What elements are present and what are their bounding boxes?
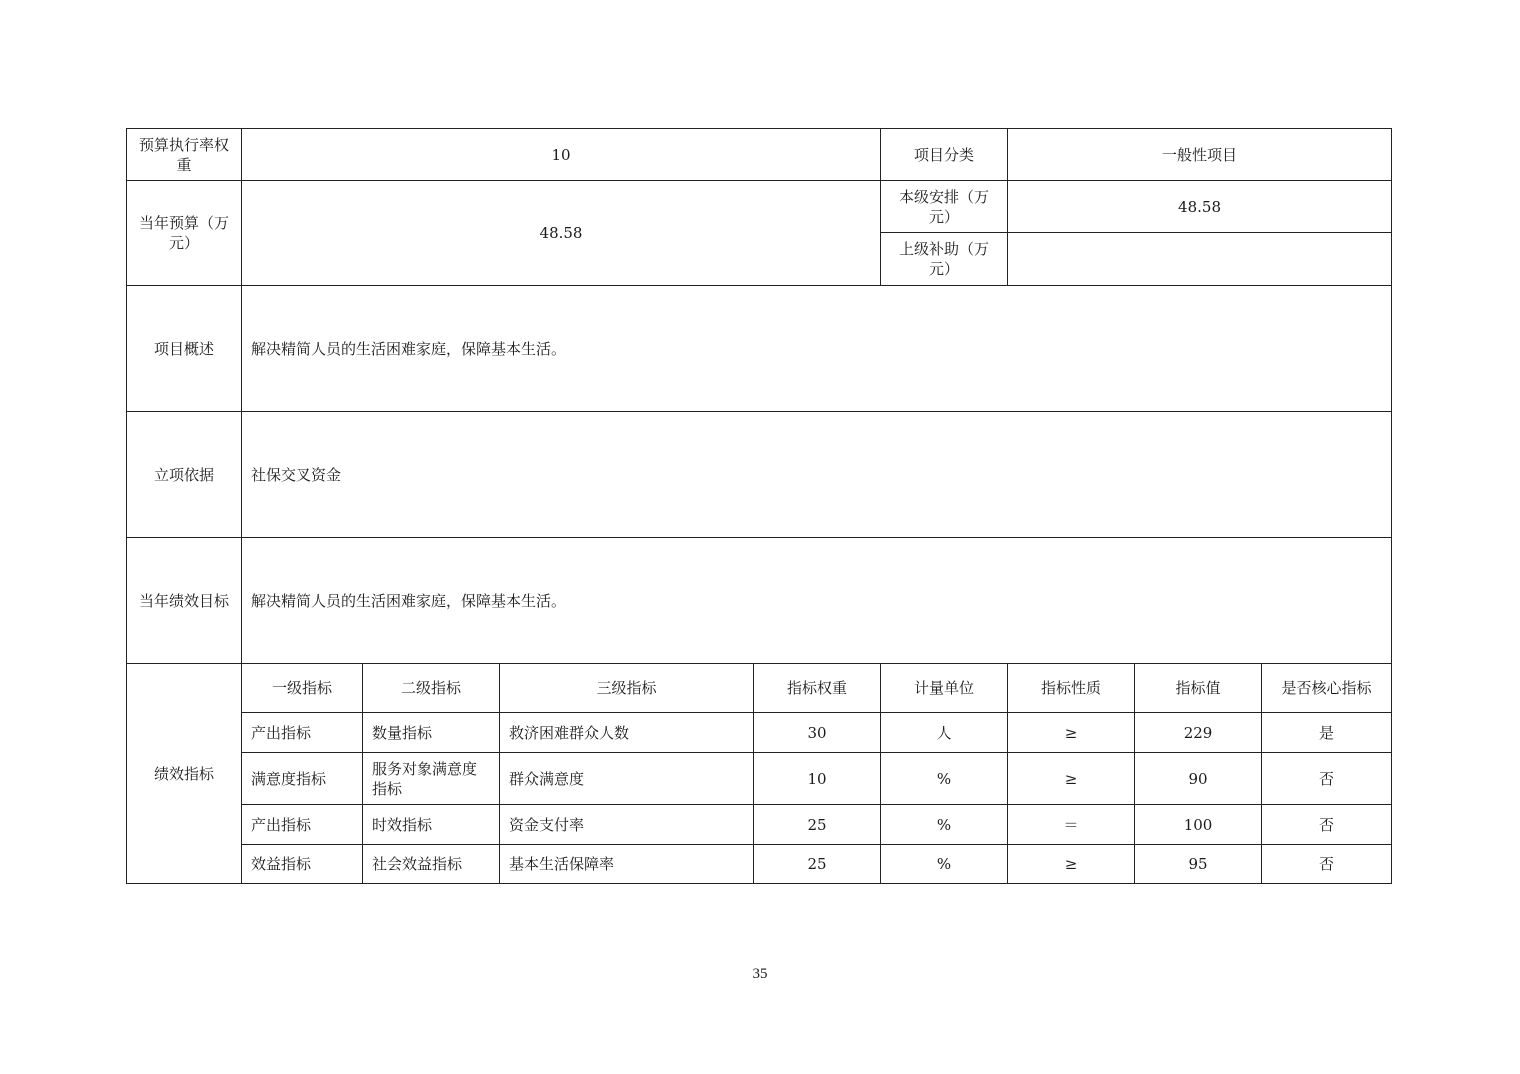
header-value: 指标值	[1135, 664, 1262, 713]
row-overview	[127, 286, 1392, 412]
cell-unit: %	[881, 805, 1008, 845]
budget-value: 48.58	[242, 181, 881, 286]
indicator-header-row	[127, 664, 1392, 713]
cell-core: 否	[1262, 753, 1392, 805]
row-goal	[127, 538, 1392, 664]
cell-core: 否	[1262, 845, 1392, 884]
table-row	[127, 845, 1392, 884]
header-nature: 指标性质	[1008, 664, 1135, 713]
category-label: 项目分类	[881, 129, 1008, 181]
row-budget-local	[127, 181, 1392, 233]
cell-value: 95	[1135, 845, 1262, 884]
local-funding-value: 48.58	[1008, 181, 1392, 233]
project-performance-table	[126, 128, 1392, 884]
superior-subsidy-value	[1008, 233, 1392, 286]
cell-level2: 时效指标	[363, 805, 500, 845]
cell-level1: 产出指标	[242, 713, 363, 753]
cell-nature: ≥	[1008, 845, 1135, 884]
header-unit: 计量单位	[881, 664, 1008, 713]
cell-weight: 10	[754, 753, 881, 805]
cell-nature: ＝	[1008, 805, 1135, 845]
goal-label: 当年绩效目标	[127, 538, 242, 664]
cell-level2: 服务对象满意度指标	[363, 753, 500, 805]
basis-text: 社保交叉资金	[242, 412, 1392, 538]
cell-level3: 基本生活保障率	[500, 845, 754, 884]
cell-level1: 效益指标	[242, 845, 363, 884]
category-value: 一般性项目	[1008, 129, 1392, 181]
cell-unit: 人	[881, 713, 1008, 753]
cell-level2: 社会效益指标	[363, 845, 500, 884]
cell-nature: ≥	[1008, 713, 1135, 753]
cell-unit: %	[881, 753, 1008, 805]
overview-label: 项目概述	[127, 286, 242, 412]
cell-core: 是	[1262, 713, 1392, 753]
header-core: 是否核心指标	[1262, 664, 1392, 713]
local-funding-label: 本级安排（万元）	[881, 181, 1008, 233]
budget-label: 当年预算（万元）	[127, 181, 242, 286]
header-level1: 一级指标	[242, 664, 363, 713]
goal-text: 解决精简人员的生活困难家庭，保障基本生活。	[242, 538, 1392, 664]
cell-unit: %	[881, 845, 1008, 884]
table-row	[127, 753, 1392, 805]
cell-level2: 数量指标	[363, 713, 500, 753]
table-row	[127, 713, 1392, 753]
cell-level3: 资金支付率	[500, 805, 754, 845]
basis-label: 立项依据	[127, 412, 242, 538]
cell-level3: 救济困难群众人数	[500, 713, 754, 753]
cell-level1: 满意度指标	[242, 753, 363, 805]
header-level2: 二级指标	[363, 664, 500, 713]
header-level3: 三级指标	[500, 664, 754, 713]
project-performance-table-container	[126, 128, 1391, 884]
cell-weight: 25	[754, 845, 881, 884]
superior-subsidy-label: 上级补助（万元）	[881, 233, 1008, 286]
row-execution-weight	[127, 129, 1392, 181]
header-weight: 指标权重	[754, 664, 881, 713]
overview-text: 解决精简人员的生活困难家庭，保障基本生活。	[242, 286, 1392, 412]
cell-value: 100	[1135, 805, 1262, 845]
page-number: 35	[752, 966, 768, 982]
execution-weight-value: 10	[242, 129, 881, 181]
row-basis	[127, 412, 1392, 538]
table-row	[127, 805, 1392, 845]
cell-nature: ≥	[1008, 753, 1135, 805]
cell-weight: 25	[754, 805, 881, 845]
cell-value: 229	[1135, 713, 1262, 753]
cell-core: 否	[1262, 805, 1392, 845]
cell-level1: 产出指标	[242, 805, 363, 845]
execution-weight-label: 预算执行率权重	[127, 129, 242, 181]
indicators-label: 绩效指标	[127, 664, 242, 884]
cell-weight: 30	[754, 713, 881, 753]
cell-level3: 群众满意度	[500, 753, 754, 805]
cell-value: 90	[1135, 753, 1262, 805]
